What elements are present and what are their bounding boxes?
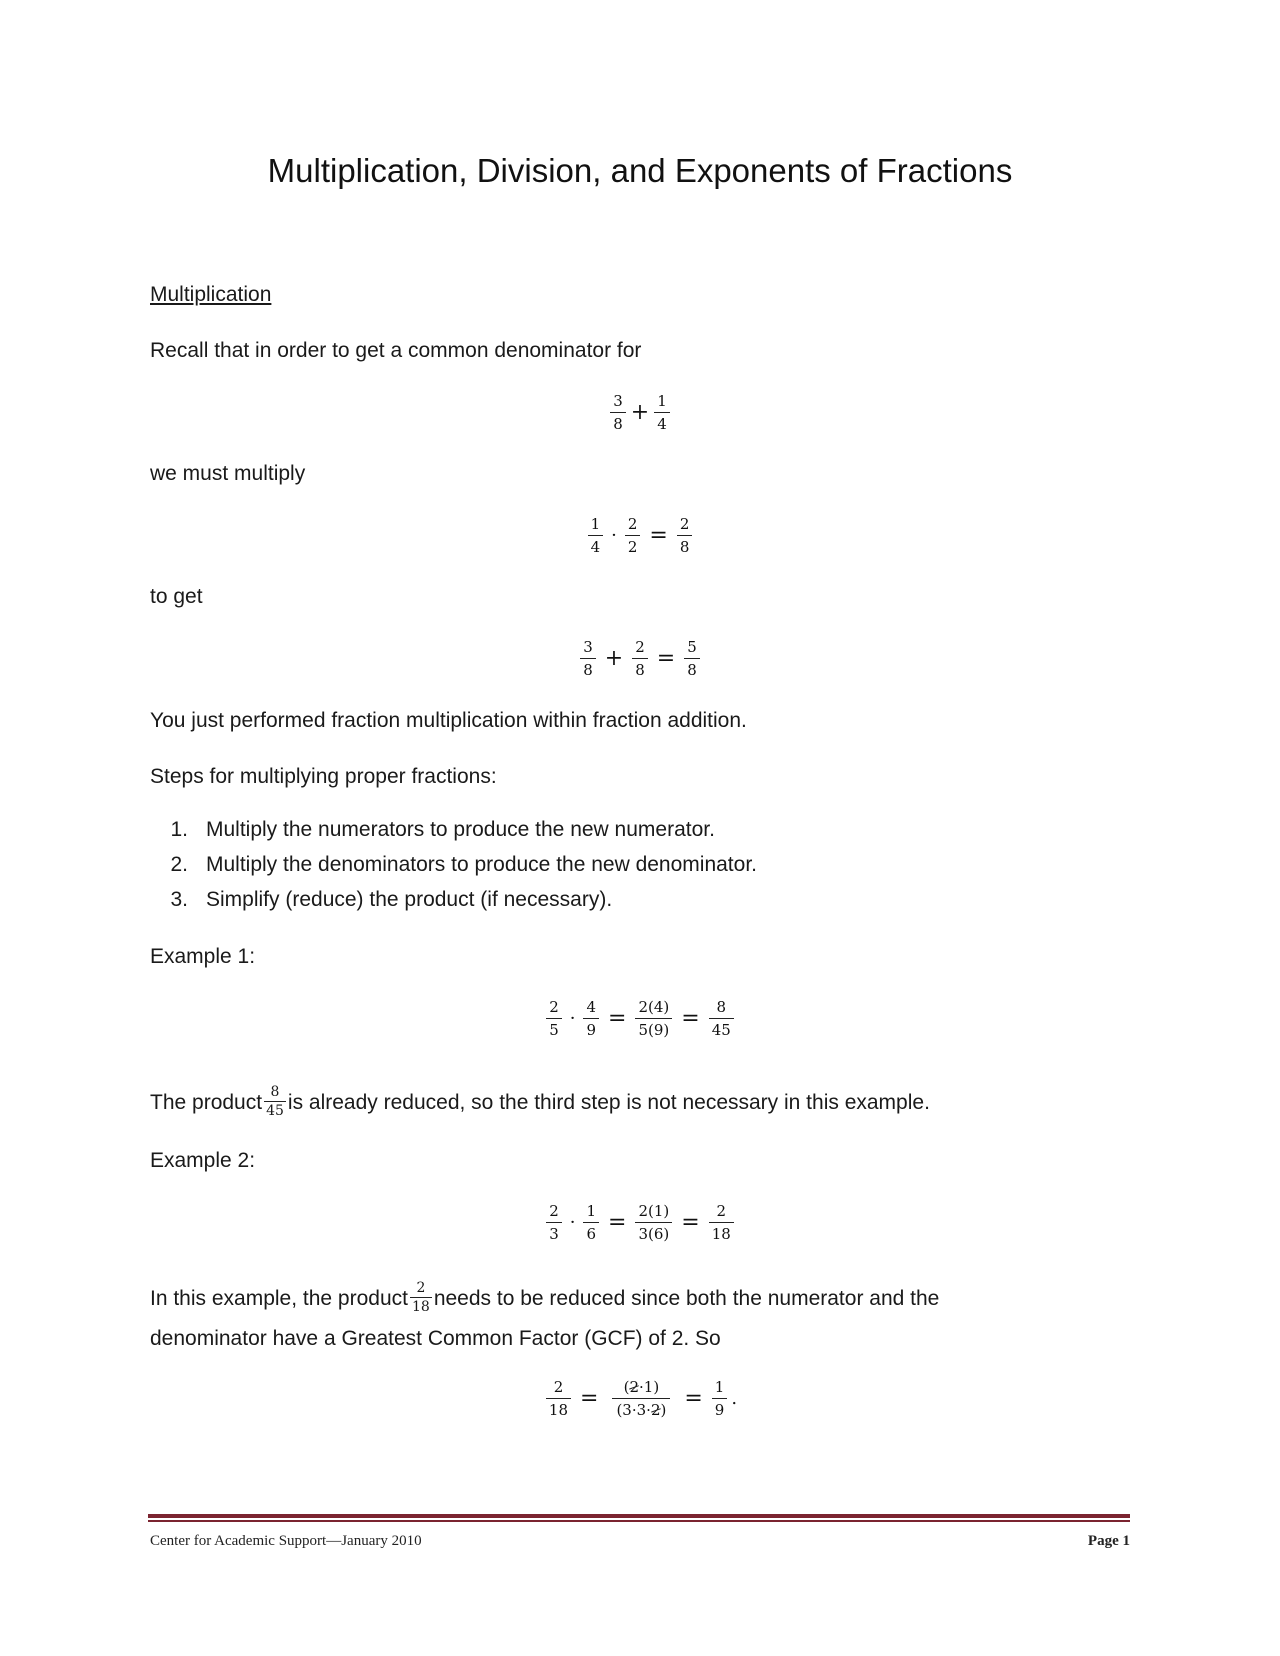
fraction: $\frac{1}{4}$: [654, 392, 670, 433]
period: .: [731, 1388, 738, 1409]
equals-sign: =: [684, 1385, 703, 1411]
equals-sign: =: [681, 1209, 700, 1235]
equals-sign: =: [608, 1005, 627, 1031]
paragraph-recall: Recall that in order to get a common denominator for: [150, 339, 642, 362]
multiply-dot: ·: [569, 1008, 576, 1029]
fraction: $\frac{4}{9}$: [583, 998, 599, 1039]
equation-multiply-by-one: [0, 515, 1280, 556]
plus-sign: +: [604, 645, 624, 671]
fraction: $\frac{2}{8}$: [677, 515, 693, 556]
equals-sign: =: [580, 1385, 599, 1411]
equation-sum: [0, 638, 1280, 679]
equation-common-denominator: [0, 392, 1280, 433]
fraction-cancelled: $\frac{(2\cdot 1)}{(3\cdot 3\cdot 2)}$: [612, 1378, 670, 1419]
fraction: $\frac{1}{4}$: [588, 515, 604, 556]
fraction: $\frac{8}{45}$: [709, 998, 734, 1039]
list-item: 3. Simplify (reduce) the product (if necessary).: [170, 888, 613, 911]
page-title: Multiplication, Division, and Exponents of Fractions: [267, 152, 1013, 189]
paragraph-to-get: to get: [150, 585, 203, 608]
fraction: $\frac{2}{8}$: [632, 638, 648, 679]
multiply-dot: ·: [569, 1212, 576, 1233]
equals-sign: =: [656, 645, 676, 671]
paragraph-multiply: we must multiply: [150, 462, 306, 485]
cancelled-factor: 2: [650, 1401, 661, 1419]
equation-reduction: [0, 1378, 1280, 1419]
fraction: $\frac{3}{8}$: [610, 392, 626, 433]
list-item: 1. Multiply the numerators to produce the new numerator.: [170, 818, 715, 841]
fraction: $\frac{2}{2}$: [625, 515, 641, 556]
section-heading-multiplication: Multiplication: [150, 283, 272, 306]
footer-rule-thin: [148, 1520, 1130, 1522]
paragraph-performed: You just performed fraction multiplication within fraction addition.: [150, 709, 747, 732]
fraction: $\frac{1}{6}$: [583, 1202, 599, 1243]
list-item: 2. Multiply the denominators to produce the new denominator.: [170, 853, 757, 876]
fraction: $\frac{2}{5}$: [546, 998, 562, 1039]
paragraph-steps-intro: Steps for multiplying proper fractions:: [150, 765, 497, 788]
fraction: $\frac{1}{9}$: [712, 1378, 728, 1419]
equals-sign: =: [608, 1209, 627, 1235]
fraction: $\frac{2}{18}$: [546, 1378, 571, 1419]
paragraph-product-reduced: The product $\frac{8}{45}$ is already reduced, so the third step is not necessary in this example.: [150, 1084, 930, 1119]
inline-fraction: $\frac{2}{18}$: [411, 1280, 430, 1315]
fraction: $\frac{2}{18}$: [709, 1202, 734, 1243]
plus-sign: +: [630, 399, 650, 425]
fraction: $\frac{3}{8}$: [580, 638, 596, 679]
page-number: Page 1: [1087, 1533, 1130, 1549]
fraction: $\frac{5}{8}$: [684, 638, 700, 679]
equation-example-1: [0, 998, 1280, 1039]
example-2-label: Example 2:: [150, 1149, 256, 1172]
equation-example-2: [0, 1202, 1280, 1243]
example-1-label: Example 1:: [150, 945, 256, 968]
fraction: $\frac{2}{3}$: [546, 1202, 562, 1243]
equals-sign: =: [681, 1005, 700, 1031]
multiply-dot: ·: [611, 525, 617, 546]
footer-rule-thick: [148, 1514, 1130, 1518]
fraction: $\frac{2(4)}{5(9)}$: [635, 998, 672, 1039]
cancelled-factor: 2: [629, 1378, 640, 1396]
paragraph-needs-reduction: In this example, the product $\frac{2}{18}$ needs to be reduced since both the numerator and the: [150, 1280, 940, 1315]
steps-list: [150, 812, 757, 917]
inline-fraction: $\frac{8}{45}$: [266, 1084, 284, 1119]
fraction: $\frac{2(1)}{3(6)}$: [635, 1202, 672, 1243]
paragraph-gcf: denominator have a Greatest Common Factor (GCF) of 2. So: [150, 1327, 721, 1350]
footer-text: Center for Academic Support—January 2010: [150, 1533, 422, 1549]
equals-sign: =: [649, 522, 668, 548]
